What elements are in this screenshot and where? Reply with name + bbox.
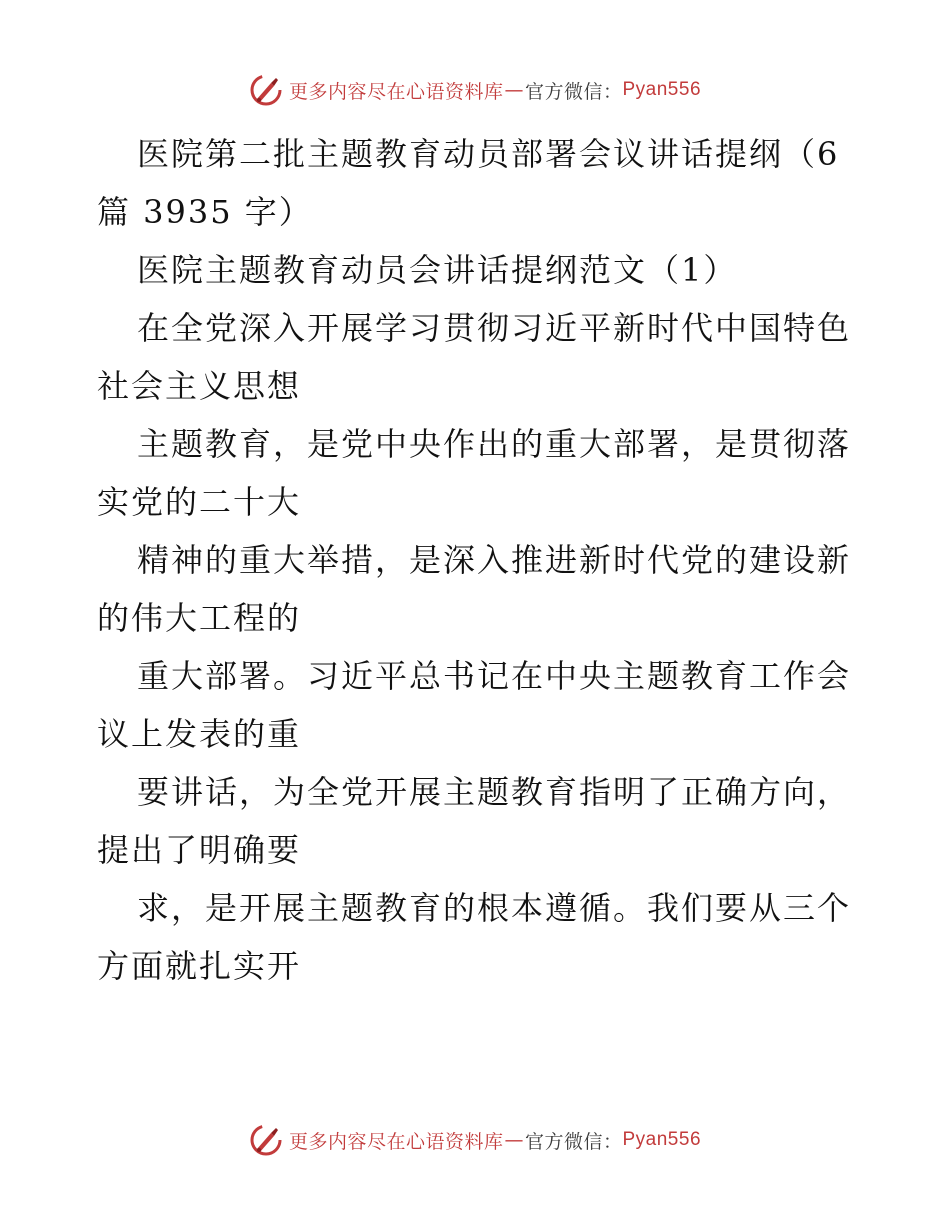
line-text: 社会主义思想 [97, 367, 302, 405]
document-title-line-2: 篇 3935 字） [97, 193, 313, 231]
watermark-lead: 更多内容尽在心语资料库 [288, 80, 504, 103]
paragraph-line [97, 415, 855, 531]
watermark-wechat-id: Pyan556 [622, 79, 702, 100]
line-text: 提出了明确要 [97, 831, 302, 869]
line-text: 在全党深入开展学习贯彻习近平新时代中国特色 [137, 309, 852, 347]
watermark-wechat-label: 官方微信： [524, 1130, 623, 1153]
watermark-dash: — [504, 1129, 524, 1151]
document-subtitle: 医院主题教育动员会讲话提纲范文（1） [137, 251, 738, 289]
paragraph-line [97, 763, 855, 879]
paragraph-line [97, 531, 855, 647]
watermark-text [289, 1127, 701, 1154]
document-title-line-1: 医院第二批主题教育动员部署会议讲话提纲（6 [137, 135, 840, 173]
watermark-wechat-label: 官方微信： [524, 80, 623, 103]
paragraph-line [97, 647, 855, 763]
paragraph-line [97, 299, 855, 415]
paragraph-line [97, 879, 855, 995]
watermark-dash: — [504, 79, 524, 101]
footer-watermark [0, 1120, 950, 1160]
line-text: 的伟大工程的 [97, 599, 302, 637]
watermark-wechat-id: Pyan556 [622, 1129, 702, 1150]
document-body [97, 125, 855, 995]
header-watermark [0, 70, 950, 110]
line-text: 主题教育，是党中央作出的重大部署，是贯彻落 [137, 425, 852, 463]
line-text: 求，是开展主题教育的根本遵循。我们要从三个 [137, 889, 852, 927]
watermark-lead: 更多内容尽在心语资料库 [288, 1130, 504, 1153]
line-text: 实党的二十大 [97, 483, 302, 521]
watermark-text [289, 77, 701, 104]
line-text: 议上发表的重 [97, 715, 302, 753]
pen-swirl-logo-icon [249, 1123, 283, 1157]
line-text: 要讲话，为全党开展主题教育指明了正确方向， [137, 773, 852, 811]
document-title [97, 125, 855, 241]
line-text: 精神的重大举措，是深入推进新时代党的建设新 [137, 541, 852, 579]
line-text: 方面就扎实开 [97, 947, 302, 985]
pen-swirl-logo-icon [249, 73, 283, 107]
line-text: 重大部署。习近平总书记在中央主题教育工作会 [137, 657, 852, 695]
